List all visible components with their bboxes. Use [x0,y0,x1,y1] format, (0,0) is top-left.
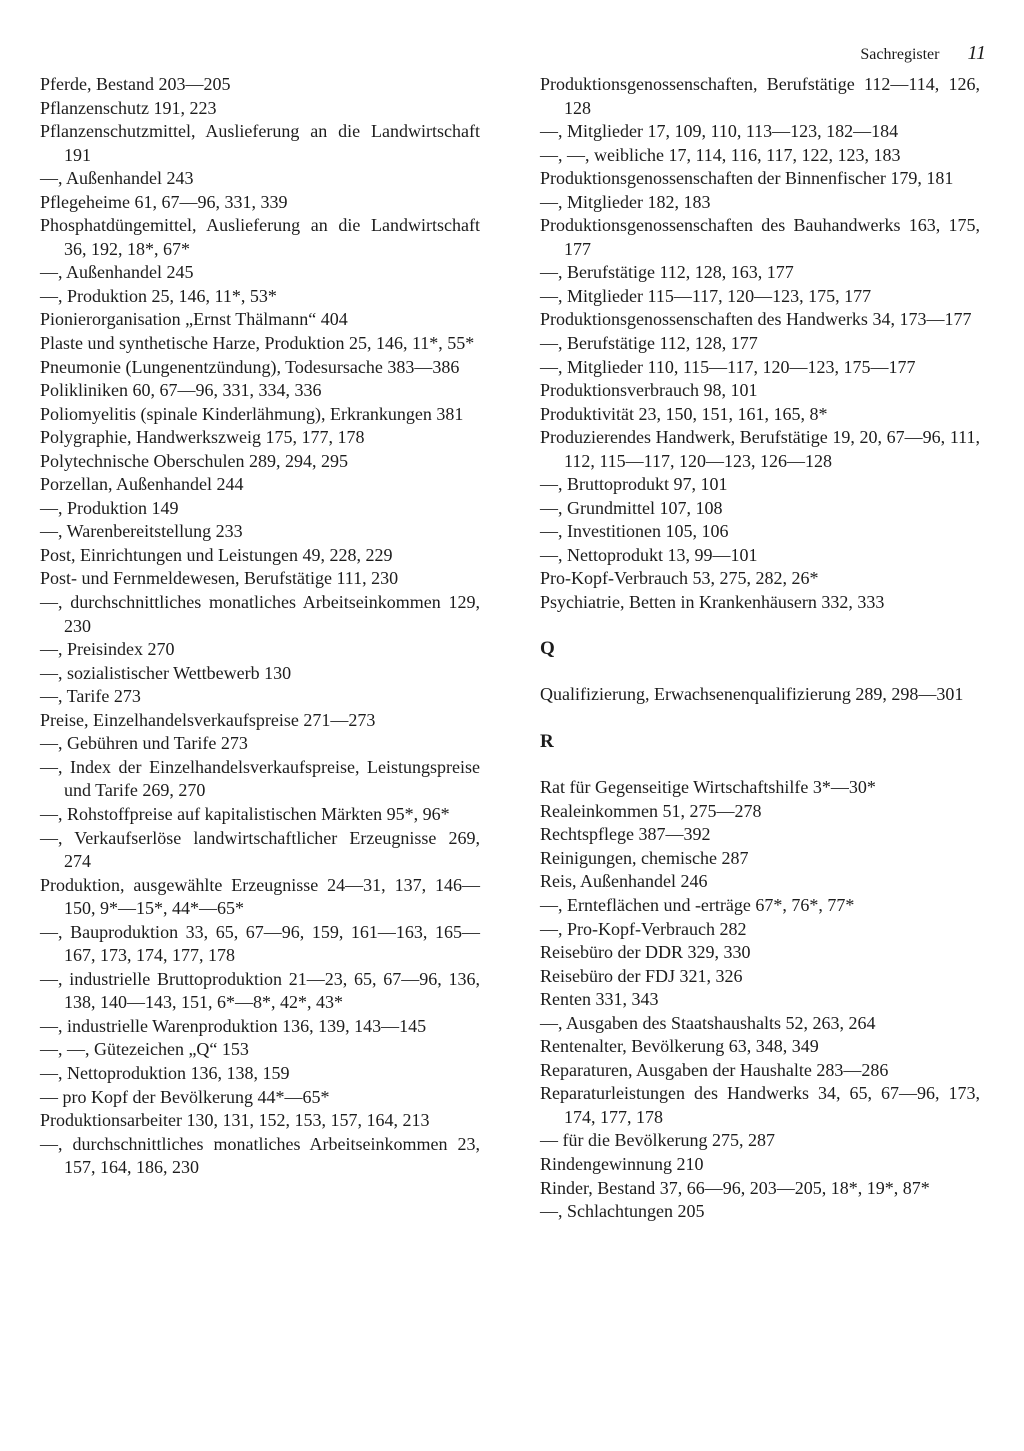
index-entry: Porzellan, Außenhandel 244 [40,474,244,495]
index-entry: Rentenalter, Bevölkerung 63, 348, 349 [540,1036,819,1057]
right-column [540,73,980,1224]
index-entry: Produktionsgenossenschaften der Binnenfischer 179, 181 [540,168,954,189]
section-letter-r: R [540,730,554,752]
index-entry: —, Produktion 25, 146, 11*, 53* [40,285,277,306]
index-entry: Phosphatdüngemittel, Auslieferung an die Landwirtschaft 36, 192, 18*, 67* [40,215,480,259]
index-entry: —, Nettoprodukt 13, 99—101 [540,544,758,565]
index-entry: — pro Kopf der Bevölkerung 44*—65* [40,1086,330,1107]
index-entry: Post, Einrichtungen und Leistungen 49, 228, 229 [40,544,393,565]
index-entry: —, Außenhandel 245 [40,262,194,283]
index-entry: —, Schlachtungen 205 [540,1201,705,1222]
index-entry: —, Produktion 149 [40,497,179,518]
index-entry: —, Verkaufserlöse landwirtschaftlicher Erzeugnisse 269, 274 [40,827,480,872]
index-entry: Rinder, Bestand 37, 66—96, 203—205, 18*, 19*, 87* [540,1177,930,1198]
index-entry: Reisebüro der FDJ 321, 326 [540,965,743,986]
index-entry: —, Nettoproduktion 136, 138, 159 [40,1062,290,1083]
section-letter-q: Q [540,637,555,659]
index-entry: —, durchschnittliches monatliches Arbeitseinkommen 129, 230 [40,592,480,636]
index-entry: — für die Bevölkerung 275, 287 [540,1130,775,1151]
index-entry: —, Warenbereitstellung 233 [40,521,243,542]
index-entry: Reparaturleistungen des Handwerks 34, 65, 67—96, 173, 174, 177, 178 [540,1083,980,1127]
index-entry: —, Berufstätige 112, 128, 177 [540,333,758,354]
index-entry: Polikliniken 60, 67—96, 331, 334, 336 [40,380,322,401]
index-entry: Produktionsgenossenschaften, Berufstätige 112—114, 126, 128 [540,74,980,118]
index-entry: Psychiatrie, Betten in Krankenhäusern 332, 333 [540,592,885,613]
index-entry: Pflanzenschutzmittel, Auslieferung an die Landwirtschaft 191 [40,121,480,165]
index-entry: —, Ausgaben des Staatshaushalts 52, 263, 264 [540,1012,876,1033]
index-entry: —, Grundmittel 107, 108 [540,497,723,518]
index-entry: —, Pro-Kopf-Verbrauch 282 [540,918,747,939]
index-entry: Reis, Außenhandel 246 [540,871,708,892]
index-entry: Rat für Gegenseitige Wirtschaftshilfe 3*—30* [540,777,876,798]
index-entry: Realeinkommen 51, 275—278 [540,800,762,821]
index-entry: Rindengewinnung 210 [540,1153,704,1174]
index-entry: Rechtspflege 387—392 [540,824,711,845]
index-entry: Preise, Einzelhandelsverkaufspreise 271—273 [40,709,376,730]
index-entry: —, —, Gütezeichen „Q“ 153 [40,1039,249,1060]
index-entry: Poliomyelitis (spinale Kinderlähmung), Erkrankungen 381 [40,403,464,424]
index-entry: Polytechnische Oberschulen 289, 294, 295 [40,450,348,471]
index-entry: Pflanzenschutz 191, 223 [40,97,217,118]
index-entry: Produktionsverbrauch 98, 101 [540,380,758,401]
index-entry: Produktionsgenossenschaften des Bauhandwerks 163, 175, 177 [540,215,980,259]
index-entry: —, durchschnittliches monatliches Arbeitseinkommen 23, 157, 164, 186, 230 [40,1133,480,1178]
index-entry: Pneumonie (Lungenentzündung), Todesursache 383—386 [40,356,460,377]
index-entry: Reinigungen, chemische 287 [540,847,749,868]
index-entry: Produktionsarbeiter 130, 131, 152, 153, 157, 164, 213 [40,1110,430,1131]
index-entry: Plaste und synthetische Harze, Produktion 25, 146, 11*, 55* [40,333,475,354]
index-entry: —, Gebühren und Tarife 273 [40,733,248,754]
index-entry: —, Mitglieder 110, 115—117, 120—123, 175—177 [540,356,916,377]
index-entry: —, —, weibliche 17, 114, 116, 117, 122, 123, 183 [540,144,901,165]
index-entry: Pferde, Bestand 203—205 [40,74,231,94]
index-entry: Pflegeheime 61, 67—96, 331, 339 [40,191,288,212]
index-entry: —, industrielle Warenproduktion 136, 139, 143—145 [40,1015,427,1036]
index-entry: —, industrielle Bruttoproduktion 21—23, 65, 67—96, 136, 138, 140—143, 151, 6*—8*, 42*, 43* [40,968,480,1013]
page-header [860,42,986,65]
index-entry: Reisebüro der DDR 329, 330 [540,942,751,963]
index-entry: —, Preisindex 270 [40,639,175,660]
index-entry: Reparaturen, Ausgaben der Haushalte 283—286 [540,1059,889,1080]
page-number: 11 [967,42,986,64]
index-entry: —, Bruttoprodukt 97, 101 [540,474,728,495]
index-entry: —, Rohstoffpreise auf kapitalistischen Märkten 95*, 96* [40,803,450,824]
index-entry: —, Mitglieder 115—117, 120—123, 175, 177 [540,285,872,306]
left-column [40,73,480,1180]
index-entry: —, Mitglieder 182, 183 [540,191,711,212]
index-entry: —, Investitionen 105, 106 [540,521,729,542]
index-entry: —, Mitglieder 17, 109, 110, 113—123, 182—184 [540,121,899,142]
index-entry: —, Ernteflächen und -erträge 67*, 76*, 77* [540,894,855,915]
index-entry: Produzierendes Handwerk, Berufstätige 19, 20, 67—96, 111, 112, 115—117, 120—123, 126—128 [540,427,980,471]
index-entry: —, Berufstätige 112, 128, 163, 177 [540,262,794,283]
index-entry: —, sozialistischer Wettbewerb 130 [40,662,292,683]
index-entry: Qualifizierung, Erwachsenenqualifizierung 289, 298—301 [540,684,964,705]
index-entry: Produktion, ausgewählte Erzeugnisse 24—31, 137, 146—150, 9*—15*, 44*—65* [40,874,480,919]
index-entry: —, Tarife 273 [40,686,141,707]
index-entry: Polygraphie, Handwerkszweig 175, 177, 178 [40,427,365,448]
index-entry: —, Index der Einzelhandelsverkaufspreise, Leistungspreise und Tarife 269, 270 [40,756,480,801]
index-entry: —, Bauproduktion 33, 65, 67—96, 159, 161—163, 165—167, 173, 174, 177, 178 [40,921,480,966]
index-entry: —, Außenhandel 243 [40,168,194,189]
index-entry: Pro-Kopf-Verbrauch 53, 275, 282, 26* [540,568,819,589]
index-entry: Pionierorganisation „Ernst Thälmann“ 404 [40,309,348,330]
index-entry: Post- und Fernmeldewesen, Berufstätige 111, 230 [40,568,399,589]
index-entry: Produktivität 23, 150, 151, 161, 165, 8* [540,403,828,424]
running-title: Sachregister [860,46,940,63]
index-entry: Produktionsgenossenschaften des Handwerks 34, 173—177 [540,309,972,330]
index-entry: Renten 331, 343 [540,989,659,1010]
